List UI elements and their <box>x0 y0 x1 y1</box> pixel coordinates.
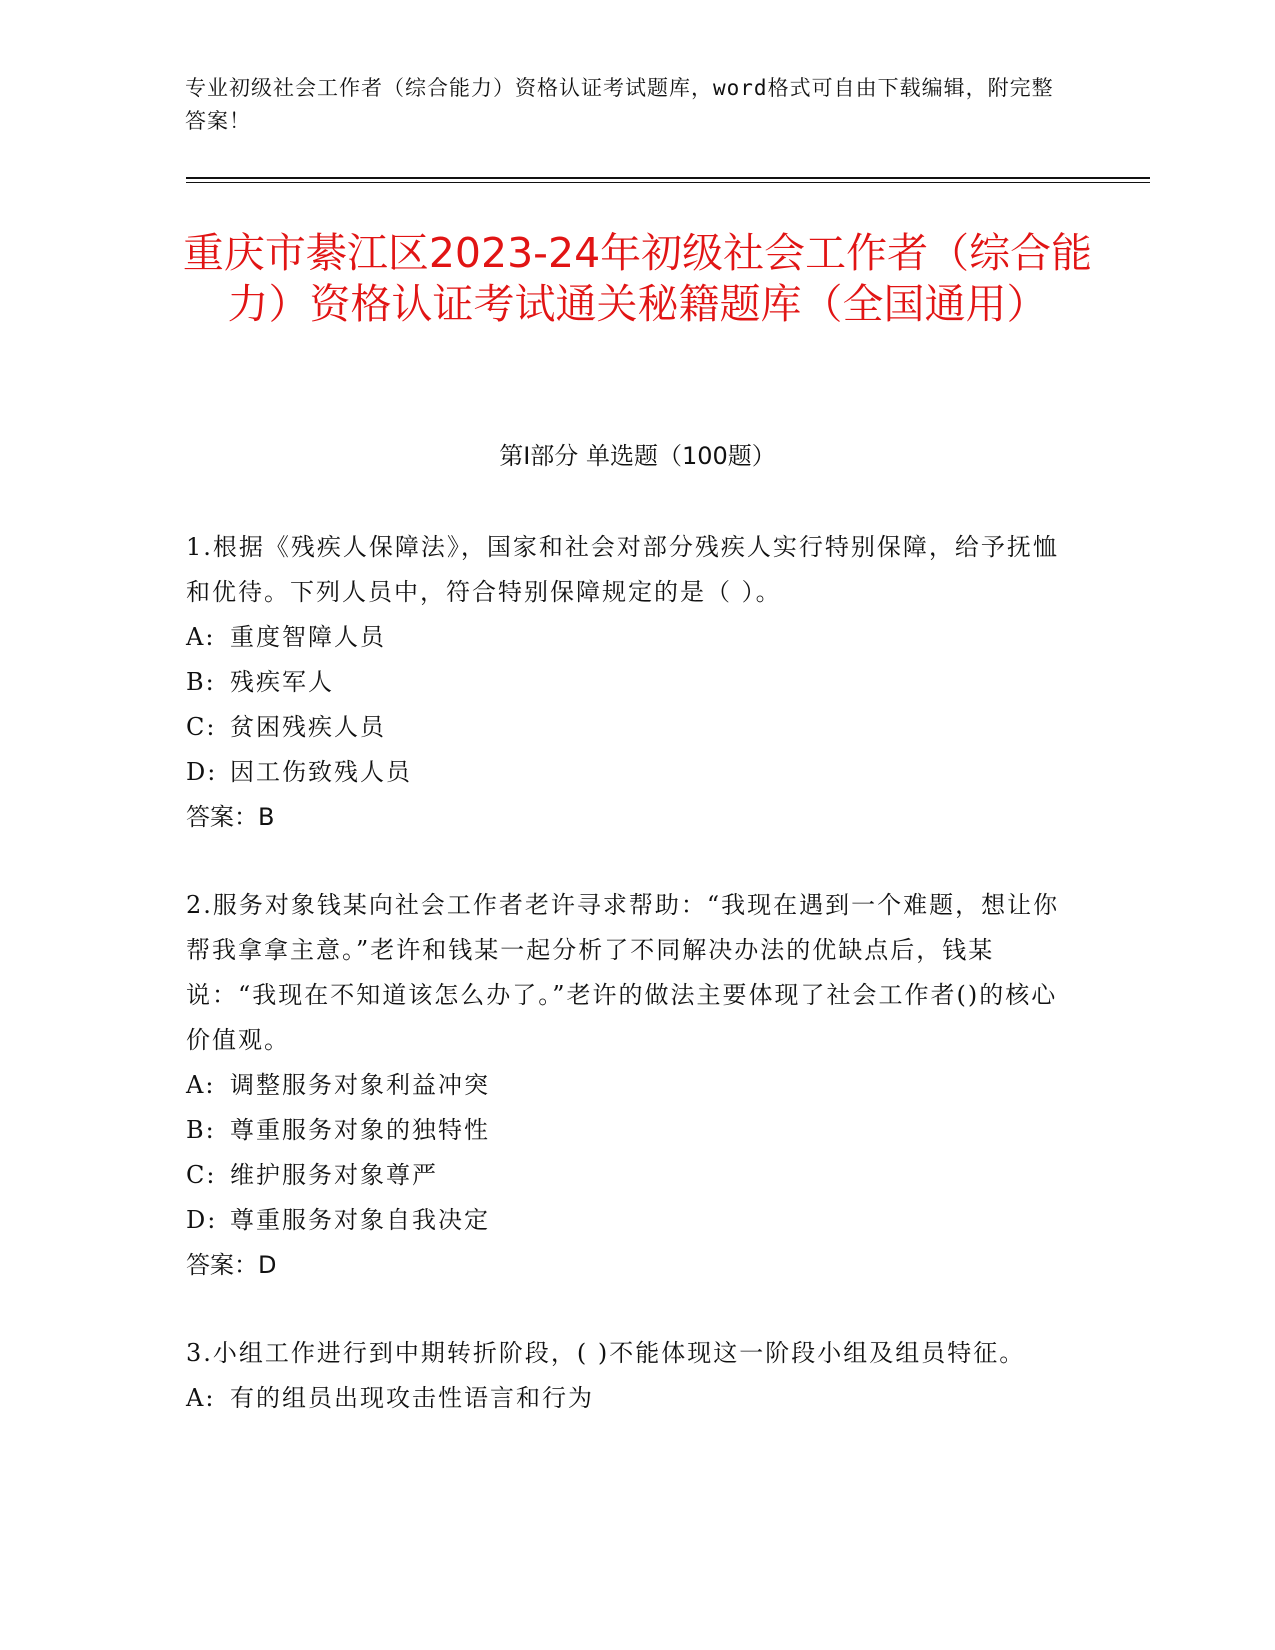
option-a <box>186 1376 1071 1421</box>
option-text: 调整服务对象利益冲突 <box>230 1071 490 1099</box>
question-2 <box>186 883 1071 1288</box>
question-list <box>186 525 1071 1464</box>
option-text: 重度智障人员 <box>230 623 386 651</box>
option-letter: B: <box>186 668 216 696</box>
header-divider-thick <box>186 177 1150 179</box>
option-text: 维护服务对象尊严 <box>230 1161 438 1189</box>
option-letter: D: <box>186 758 218 786</box>
option-text: 贫困残疾人员 <box>230 713 386 741</box>
option-letter: A: <box>186 1071 216 1099</box>
option-text: 尊重服务对象自我决定 <box>230 1206 490 1234</box>
option-letter: C: <box>186 713 217 741</box>
option-c <box>186 1153 1071 1198</box>
option-letter: D: <box>186 1206 218 1234</box>
option-text: 因工伤致残人员 <box>230 758 412 786</box>
header-divider-thin <box>186 182 1150 183</box>
answer-line: 答案：B <box>186 803 275 831</box>
option-text: 有的组员出现攻击性语言和行为 <box>230 1384 594 1412</box>
option-letter: A: <box>186 623 216 651</box>
option-b <box>186 660 1071 705</box>
option-d <box>186 1198 1071 1243</box>
option-a <box>186 1063 1071 1108</box>
header-note: 专业初级社会工作者（综合能力）资格认证考试题库，word格式可自由下载编辑，附完整答案！ <box>185 76 1054 133</box>
answer-line: 答案：D <box>186 1251 277 1279</box>
question-stem: 1.根据《残疾人保障法》，国家和社会对部分残疾人实行特别保障，给予抚恤和优待。下列人员中，符合特别保障规定的是（ ）。 <box>186 533 1059 606</box>
option-a <box>186 615 1071 660</box>
option-b <box>186 1108 1071 1153</box>
document-title: 重庆市綦江区2023-24年初级社会工作者（综合能力）资格认证考试通关秘籍题库（全国通用） <box>182 229 1093 328</box>
section-title: 第Ⅰ部分 单选题（100题） <box>499 442 776 470</box>
option-letter: A: <box>186 1384 216 1412</box>
option-text: 残疾军人 <box>230 668 334 696</box>
question-stem: 3.小组工作进行到中期转折阶段，( )不能体现这一阶段小组及组员特征。 <box>186 1339 1026 1367</box>
option-d <box>186 750 1071 795</box>
option-letter: B: <box>186 1116 216 1144</box>
option-text: 尊重服务对象的独特性 <box>230 1116 490 1144</box>
option-c <box>186 705 1071 750</box>
question-3 <box>186 1331 1071 1421</box>
question-1 <box>186 525 1071 840</box>
question-stem: 2.服务对象钱某向社会工作者老许寻求帮助：“我现在遇到一个难题，想让你帮我拿拿主意。”老许和钱某一起分析了不同解决办法的优缺点后，钱某说：“我现在不知道该怎么办了。”老许的做法主要体现了社会工作者()的核心价值观。 <box>186 891 1060 1054</box>
option-letter: C: <box>186 1161 217 1189</box>
